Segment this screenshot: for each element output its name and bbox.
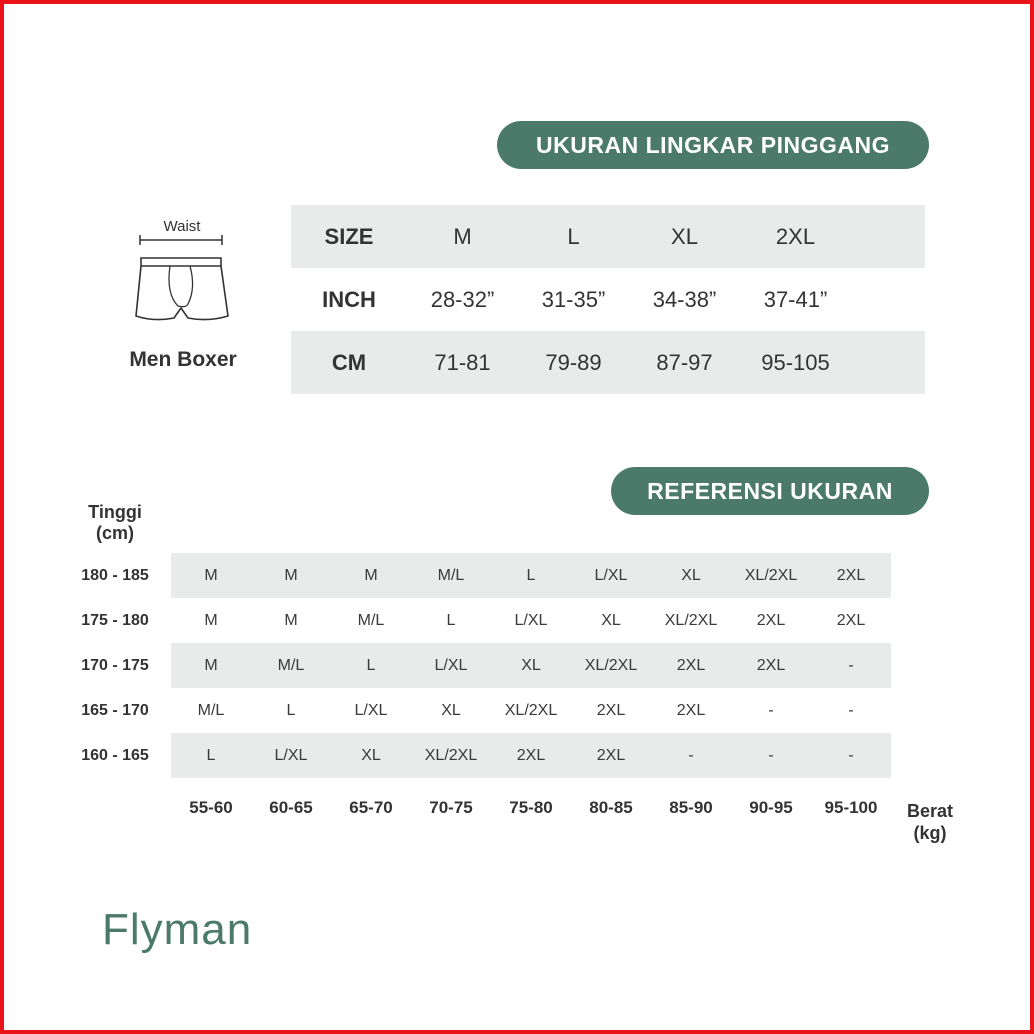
table-cell: - xyxy=(811,733,891,778)
weight-range: 70-75 xyxy=(429,798,473,817)
height-range: 175 - 180 xyxy=(81,612,149,629)
height-range: 160 - 165 xyxy=(81,747,149,764)
height-range: 170 - 175 xyxy=(81,657,149,674)
table-cell: M xyxy=(407,205,518,268)
table-cell: XL/2XL xyxy=(731,553,811,598)
table-cell: L xyxy=(518,205,629,268)
brand-logo: Flyman xyxy=(102,905,253,954)
table-cell: M xyxy=(331,553,411,598)
table-cell: 2XL xyxy=(676,701,706,719)
table-cell: 95-105 xyxy=(740,331,851,394)
table-row xyxy=(291,205,925,268)
table-row xyxy=(171,553,891,598)
weight-label: Berat xyxy=(906,801,954,821)
table-row xyxy=(171,643,891,688)
row-label: CM xyxy=(291,331,407,394)
height-range: 165 - 170 xyxy=(81,702,149,719)
weight-ranges xyxy=(171,798,891,818)
height-range: 180 - 185 xyxy=(81,567,149,584)
table-cell: 2XL xyxy=(836,611,866,629)
table-cell: 2XL xyxy=(571,733,651,778)
table-cell: L xyxy=(171,733,251,778)
table-cell: 2XL xyxy=(491,733,571,778)
table-cell: 2XL xyxy=(731,643,811,688)
height-axis-label xyxy=(70,502,160,544)
weight-range: 85-90 xyxy=(669,798,713,817)
table-cell: 2XL xyxy=(756,611,786,629)
table-cell: M xyxy=(171,553,251,598)
table-cell: 2XL xyxy=(596,701,626,719)
table-cell: 71-81 xyxy=(407,331,518,394)
table-cell: M/L xyxy=(197,701,225,719)
table-cell: L xyxy=(446,611,456,629)
table-cell: L/XL xyxy=(411,643,491,688)
weight-unit: (kg) xyxy=(913,823,947,843)
boxer-illustration xyxy=(128,218,240,330)
table-row xyxy=(291,268,925,331)
table-cell: L xyxy=(286,701,296,719)
size-reference-grid xyxy=(171,553,891,778)
table-cell: L xyxy=(491,553,571,598)
table-cell: 34-38” xyxy=(652,286,717,312)
table-cell: 2XL xyxy=(651,643,731,688)
weight-range: 55-60 xyxy=(189,798,233,817)
table-cell: L/XL xyxy=(514,611,548,629)
weight-range: 60-65 xyxy=(269,798,313,817)
size-reference-title: REFERENSI UKURAN xyxy=(611,467,929,515)
table-cell: - xyxy=(811,643,891,688)
height-unit: (cm) xyxy=(95,523,134,543)
table-cell: 2XL xyxy=(811,553,891,598)
weight-range: 80-85 xyxy=(589,798,633,817)
table-cell: XL xyxy=(601,611,621,629)
table-cell: - xyxy=(768,701,774,719)
weight-axis-label xyxy=(893,800,967,844)
table-cell: M/L xyxy=(251,643,331,688)
weight-range: 95-100 xyxy=(824,798,878,817)
table-row xyxy=(171,688,891,733)
table-cell: 28-32” xyxy=(430,286,495,312)
table-cell: - xyxy=(731,733,811,778)
table-row xyxy=(171,733,891,778)
table-cell: L xyxy=(331,643,411,688)
waist-size-title: UKURAN LINGKAR PINGGANG xyxy=(497,121,929,169)
table-cell: 31-35” xyxy=(541,286,606,312)
row-label: SIZE xyxy=(291,205,407,268)
table-cell: M/L xyxy=(357,611,385,629)
boxer-briefs-icon xyxy=(128,218,240,330)
table-cell: M xyxy=(251,553,331,598)
height-ranges xyxy=(62,553,168,778)
weight-range: 90-95 xyxy=(749,798,793,817)
table-cell: XL/2XL xyxy=(571,643,651,688)
table-cell: 87-97 xyxy=(629,331,740,394)
table-cell: M xyxy=(204,611,218,629)
table-cell: XL xyxy=(441,701,461,719)
table-cell: XL/2XL xyxy=(664,611,718,629)
table-row xyxy=(171,598,891,643)
table-cell: M/L xyxy=(411,553,491,598)
product-name: Men Boxer xyxy=(129,348,237,371)
table-cell: 79-89 xyxy=(518,331,629,394)
table-cell: XL xyxy=(629,205,740,268)
waist-label: Waist xyxy=(163,218,201,235)
table-cell: XL/2XL xyxy=(411,733,491,778)
table-cell: 2XL xyxy=(740,205,851,268)
table-cell: XL xyxy=(331,733,411,778)
table-cell: L/XL xyxy=(354,701,388,719)
table-cell: XL xyxy=(491,643,571,688)
table-cell: XL xyxy=(651,553,731,598)
table-cell: L/XL xyxy=(571,553,651,598)
table-row xyxy=(291,331,925,394)
height-label: Tinggi xyxy=(88,502,142,522)
row-label: INCH xyxy=(322,286,376,312)
table-cell: XL/2XL xyxy=(504,701,558,719)
table-cell: L/XL xyxy=(251,733,331,778)
table-cell: - xyxy=(651,733,731,778)
table-cell: M xyxy=(171,643,251,688)
table-cell: M xyxy=(284,611,298,629)
table-cell: - xyxy=(848,701,854,719)
table-cell: 37-41” xyxy=(763,286,828,312)
waist-size-table xyxy=(291,205,925,394)
weight-range: 75-80 xyxy=(509,798,553,817)
weight-range: 65-70 xyxy=(349,798,393,817)
